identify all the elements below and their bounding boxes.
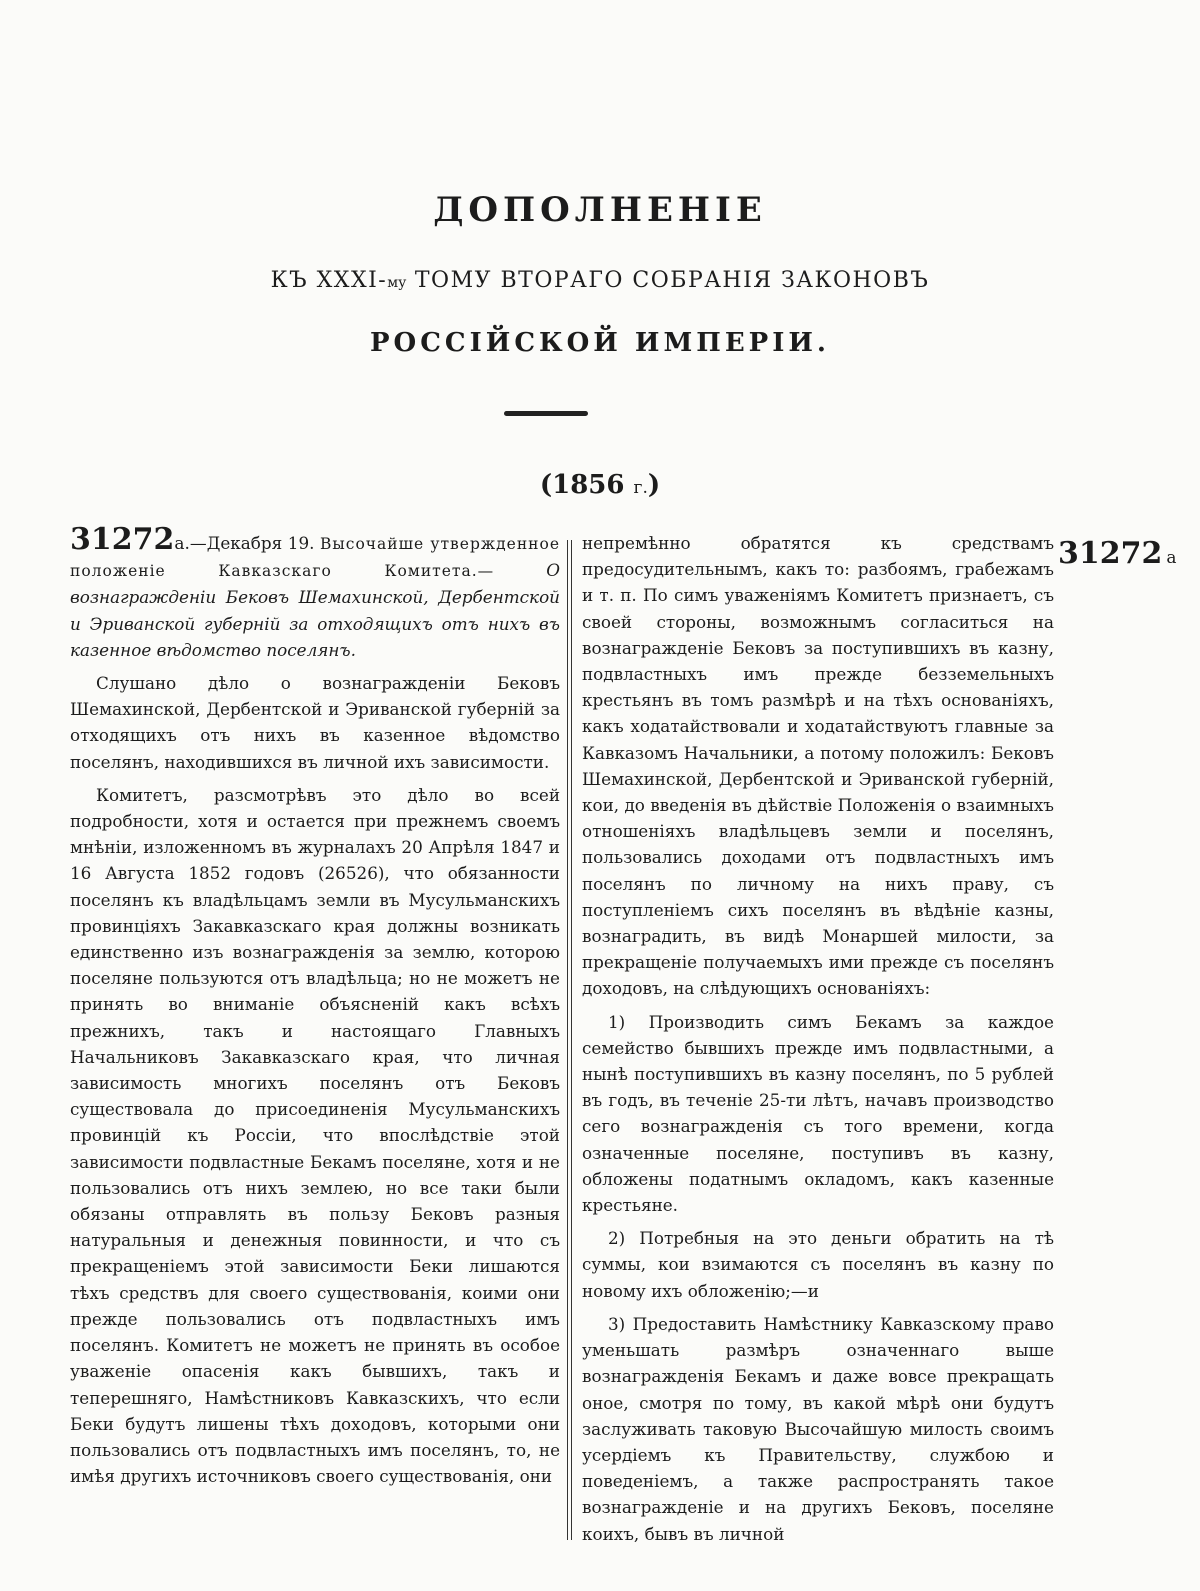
- page-subtitle-2: РОССІЙСКОЙ ИМПЕРІИ.: [370, 328, 830, 358]
- margin-number: 31272: [1058, 536, 1163, 571]
- paragraph: 1) Производить симъ Бекамъ за каждое семейство бывшихъ прежде имъ подвластными, а нынѣ поступившихъ въ казну поселянъ, по 5 рублей въ годъ, въ теченіе 25-ти лѣтъ, начавъ производство сего вознагражденія съ того времени, когда означенные поселяне, поступивъ въ казну, обложены податнымъ окладомъ, какъ казенные крестьяне.: [582, 1011, 1054, 1216]
- law-number: 31272: [70, 522, 175, 557]
- paragraph: 3) Предоставить Намѣстнику Кавказскому право уменьшать размѣръ означеннаго выше вознагражденія Бекамъ и даже вовсе прекращать оное, смотря по тому, въ какой мѣрѣ они будутъ заслуживать таковую Высочайшую милость своимъ усердіемъ къ Правительству, службою и поведеніемъ, а также распространять такое вознагражденіе и на другихъ Бековъ, поселяне коихъ, бывъ въ личной: [582, 1313, 1054, 1544]
- column-divider: [567, 540, 572, 1540]
- paragraph: непремѣнно обратятся къ средствамъ предосудительнымъ, какъ то: разбоямъ, грабежамъ и т. п. По симъ уваженіямъ Комитетъ признаетъ, съ своей стороны, возможнымъ согласиться на вознагражденіе Бековъ за поступившихъ въ казну, подвластныхъ имъ прежде безземельныхъ крестьянъ въ томъ размѣрѣ и на тѣхъ основаніяхъ, какъ ходатайствовали и ходатайствуютъ главные за Кавказомъ Начальники, а потому положилъ: Бековъ Шемахинской, Дербентской и Эриванской губерній, кои, до введенія въ дѣйствіе Положенія о взаимныхъ отношеніяхъ владѣльцевъ земли и поселянъ, пользовались доходами отъ подвластныхъ имъ поселянъ по личному на нихъ праву, съ поступленіемъ сихъ поселянъ въ вѣдѣніе казны, вознаградить, въ видѣ Монаршей милости, за прекращеніе получаемыхъ ими прежде съ поселянъ доходовъ, на слѣдующихъ основаніяхъ:: [582, 533, 1054, 999]
- decorative-rule: [504, 411, 588, 416]
- law-number-suffix: а.: [174, 534, 190, 554]
- year-number: (1856: [539, 470, 634, 500]
- paragraph: Комитетъ, разсмотрѣвъ это дѣло во всей подробности, хотя и остается при прежнемъ своемъ мнѣніи, изложенномъ въ журналахъ 20 Апрѣля 1847 и 16 Августа 1852 годовъ (26526), что обязанности поселянъ къ владѣльцамъ земли въ Мусульманскихъ провинціяхъ Закавказскаго края должны возникать единственно изъ вознагражденія за землю, которою поселяне пользуются отъ владѣльца; но не можетъ не принять во вниманіе объясненій какъ всѣхъ прежнихъ, такъ и настоящаго Главныхъ Начальниковъ Закавказскаго края, что личная зависимость многихъ поселянъ отъ Бековъ существовала до присоединенія Мусульманскихъ провинцій къ Россіи, что впослѣдствіе этой зависимости подвластные Бекамъ поселяне, хотя и не пользовались отъ нихъ землею, но все таки были обязаны отправлять въ пользу Бековъ разныя натуральныя и денежныя повинности, и что съ прекращеніемъ этой зависимости Беки лишаются тѣхъ средствъ для своего существованія, коими они прежде пользовались отъ подвластныхъ имъ поселянъ. Комитетъ не можетъ не принять въ особое уваженіе опасенія какъ бывшихъ, такъ и теперешняго, Намѣстниковъ Кавказскихъ, что если Беки будутъ лишены тѣхъ доходовъ, которыми они пользовались отъ подвластныхъ имъ поселянъ, то, не имѣя другихъ источниковъ своего существованія, они: [70, 784, 560, 1487]
- law-header: [70, 522, 561, 663]
- subtitle-rest: ТОМУ ВТОРАГО СОБРАНІЯ ЗАКОНОВЪ: [406, 268, 930, 293]
- law-type: Высочайше утвержденное положеніе Кавказскаго Комитета.—: [70, 535, 561, 581]
- paragraph: Слушано дѣло о вознагражденіи Бековъ Шемахинской, Дербентской и Эриванской губерній за отходящихъ отъ нихъ въ казенное вѣдомство поселянъ, находившихся въ личной ихъ зависимости.: [70, 673, 560, 772]
- year-close: ): [647, 470, 661, 500]
- page-title: ДОПОЛНЕНІЕ: [433, 190, 767, 230]
- year-heading: [0, 470, 1200, 500]
- left-column: [70, 522, 561, 1489]
- paragraph: 2) Потребныя на это деньги обратить на тѣ суммы, кои взимаются съ поселянъ въ казну по новому ихъ обложенію;—и: [582, 1228, 1054, 1301]
- margin-law-number: [1058, 536, 1177, 571]
- right-column: [582, 530, 1054, 1547]
- subtitle-prefix: КЪ XXXI-: [270, 268, 388, 293]
- page-subtitle: [0, 268, 1200, 293]
- year-unit: г.: [633, 478, 648, 498]
- law-date: —Декабря 19.: [189, 533, 315, 553]
- law-subject: О вознагражденіи Бековъ Шемахинской, Дербентской и Эриванской губерній за отходящихъ отъ нихъ въ казенное вѣдомство поселянъ.: [70, 560, 561, 660]
- subtitle-ordinal-suffix: му: [387, 275, 407, 291]
- margin-suffix: а: [1166, 548, 1177, 568]
